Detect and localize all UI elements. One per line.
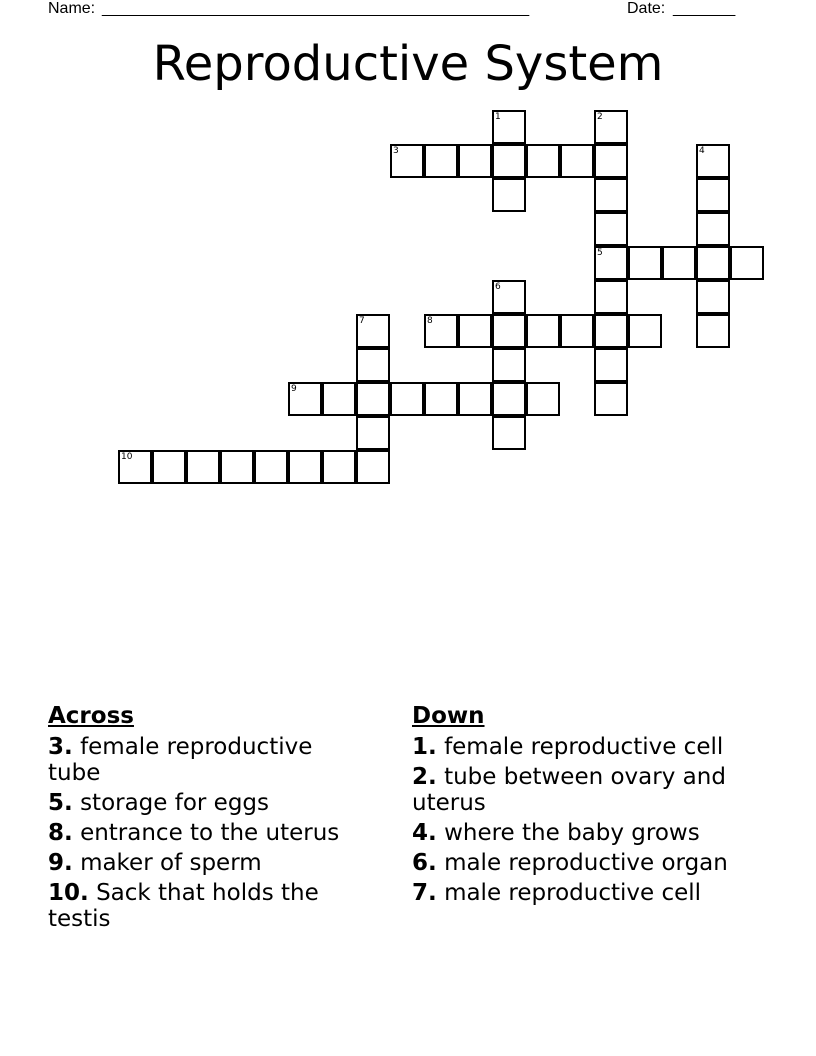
- date-line[interactable]: _______: [673, 0, 736, 17]
- clue-item-text: maker of sperm: [80, 850, 262, 876]
- crossword-cell[interactable]: [594, 178, 628, 212]
- clue-item: [48, 880, 368, 932]
- clue-item-text: entrance to the uterus: [80, 820, 340, 846]
- crossword-cell[interactable]: [356, 450, 390, 484]
- crossword-cell[interactable]: [220, 450, 254, 484]
- crossword-cell[interactable]: [424, 314, 458, 348]
- clue-item: [412, 764, 752, 816]
- clue-item: [412, 850, 752, 876]
- clue-number: 9: [291, 384, 297, 394]
- crossword-cell[interactable]: [594, 348, 628, 382]
- down-clue-list: [412, 734, 752, 906]
- clue-number: 6: [495, 282, 501, 292]
- crossword-cell[interactable]: [492, 110, 526, 144]
- crossword-cell[interactable]: [492, 348, 526, 382]
- clue-item: [48, 734, 368, 786]
- clue-number: 1: [495, 112, 501, 122]
- clue-item: [48, 850, 368, 876]
- clue-item: [48, 790, 368, 816]
- crossword-cell[interactable]: [186, 450, 220, 484]
- crossword-cell[interactable]: [696, 280, 730, 314]
- crossword-cell[interactable]: [594, 110, 628, 144]
- crossword-cell[interactable]: [492, 416, 526, 450]
- crossword-cell[interactable]: [288, 382, 322, 416]
- across-clues: [48, 702, 368, 936]
- clue-number: 8: [427, 316, 433, 326]
- crossword-cell[interactable]: [594, 280, 628, 314]
- crossword-cell[interactable]: [696, 246, 730, 280]
- clue-number: 10: [121, 452, 133, 462]
- crossword-cell[interactable]: [594, 246, 628, 280]
- crossword-cell[interactable]: [356, 314, 390, 348]
- crossword-cell[interactable]: [458, 144, 492, 178]
- crossword-cell[interactable]: [594, 314, 628, 348]
- crossword-cell[interactable]: [492, 280, 526, 314]
- name-label: Name:: [48, 0, 96, 17]
- crossword-cell[interactable]: [390, 382, 424, 416]
- crossword-cell[interactable]: [526, 144, 560, 178]
- crossword-grid: [0, 0, 816, 520]
- crossword-cell[interactable]: [526, 382, 560, 416]
- crossword-cell[interactable]: [560, 314, 594, 348]
- clue-number: 4: [699, 146, 705, 156]
- crossword-cell[interactable]: [628, 246, 662, 280]
- clue-item-text: male reproductive cell: [444, 880, 702, 906]
- date-label: Date:: [627, 0, 666, 17]
- clue-number: 3: [393, 146, 399, 156]
- crossword-cell[interactable]: [696, 178, 730, 212]
- across-heading: Across: [48, 703, 134, 729]
- crossword-cell[interactable]: [322, 450, 356, 484]
- crossword-cell[interactable]: [118, 450, 152, 484]
- across-clue-list: [48, 734, 368, 932]
- clue-item-text: female reproductive tube: [48, 734, 313, 786]
- clue-number: 5: [597, 248, 603, 258]
- crossword-cell[interactable]: [152, 450, 186, 484]
- clue-item: [48, 820, 368, 846]
- crossword-cell[interactable]: [390, 144, 424, 178]
- clue-item-text: where the baby grows: [444, 820, 700, 846]
- name-line[interactable]: ________________________________________________: [102, 0, 530, 17]
- clue-item: [412, 734, 752, 760]
- clue-item-text: female reproductive cell: [444, 734, 724, 760]
- crossword-cell[interactable]: [526, 314, 560, 348]
- crossword-cell[interactable]: [696, 144, 730, 178]
- crossword-cell[interactable]: [492, 382, 526, 416]
- crossword-cell[interactable]: [458, 314, 492, 348]
- clue-item-number: 1.: [412, 734, 437, 760]
- clue-item-number: 2.: [412, 764, 437, 790]
- clue-item: [412, 880, 752, 906]
- clue-item-number: 6.: [412, 850, 437, 876]
- crossword-cell[interactable]: [492, 144, 526, 178]
- page-title: Reproductive System: [152, 36, 664, 92]
- crossword-cell[interactable]: [254, 450, 288, 484]
- crossword-cell[interactable]: [458, 382, 492, 416]
- down-clues: [412, 702, 752, 910]
- clue-item-text: Sack that holds the testis: [48, 880, 319, 932]
- clue-item: [412, 820, 752, 846]
- clue-item-number: 10.: [48, 880, 89, 906]
- clue-item-number: 4.: [412, 820, 437, 846]
- clue-item-number: 5.: [48, 790, 73, 816]
- clue-item-text: male reproductive organ: [444, 850, 728, 876]
- clue-item-number: 3.: [48, 734, 73, 760]
- crossword-cell[interactable]: [560, 144, 594, 178]
- clue-item-text: storage for eggs: [80, 790, 270, 816]
- clue-number: 7: [359, 316, 365, 326]
- crossword-cell[interactable]: [424, 144, 458, 178]
- clue-number: 2: [597, 112, 603, 122]
- crossword-cell[interactable]: [594, 144, 628, 178]
- clue-item-number: 8.: [48, 820, 73, 846]
- crossword-cell[interactable]: [492, 178, 526, 212]
- crossword-cell[interactable]: [594, 212, 628, 246]
- crossword-cell[interactable]: [356, 416, 390, 450]
- crossword-cell[interactable]: [696, 212, 730, 246]
- clue-item-number: 7.: [412, 880, 437, 906]
- crossword-cell[interactable]: [662, 246, 696, 280]
- crossword-cell[interactable]: [356, 382, 390, 416]
- crossword-cell[interactable]: [594, 382, 628, 416]
- down-heading: Down: [412, 703, 485, 729]
- clue-item-number: 9.: [48, 850, 73, 876]
- crossword-cell[interactable]: [424, 382, 458, 416]
- crossword-cell[interactable]: [628, 314, 662, 348]
- crossword-cell[interactable]: [356, 348, 390, 382]
- crossword-cell[interactable]: [492, 314, 526, 348]
- crossword-cell[interactable]: [696, 314, 730, 348]
- crossword-cell[interactable]: [322, 382, 356, 416]
- crossword-cell[interactable]: [288, 450, 322, 484]
- clue-item-text: tube between ovary and uterus: [412, 764, 726, 816]
- crossword-cell[interactable]: [730, 246, 764, 280]
